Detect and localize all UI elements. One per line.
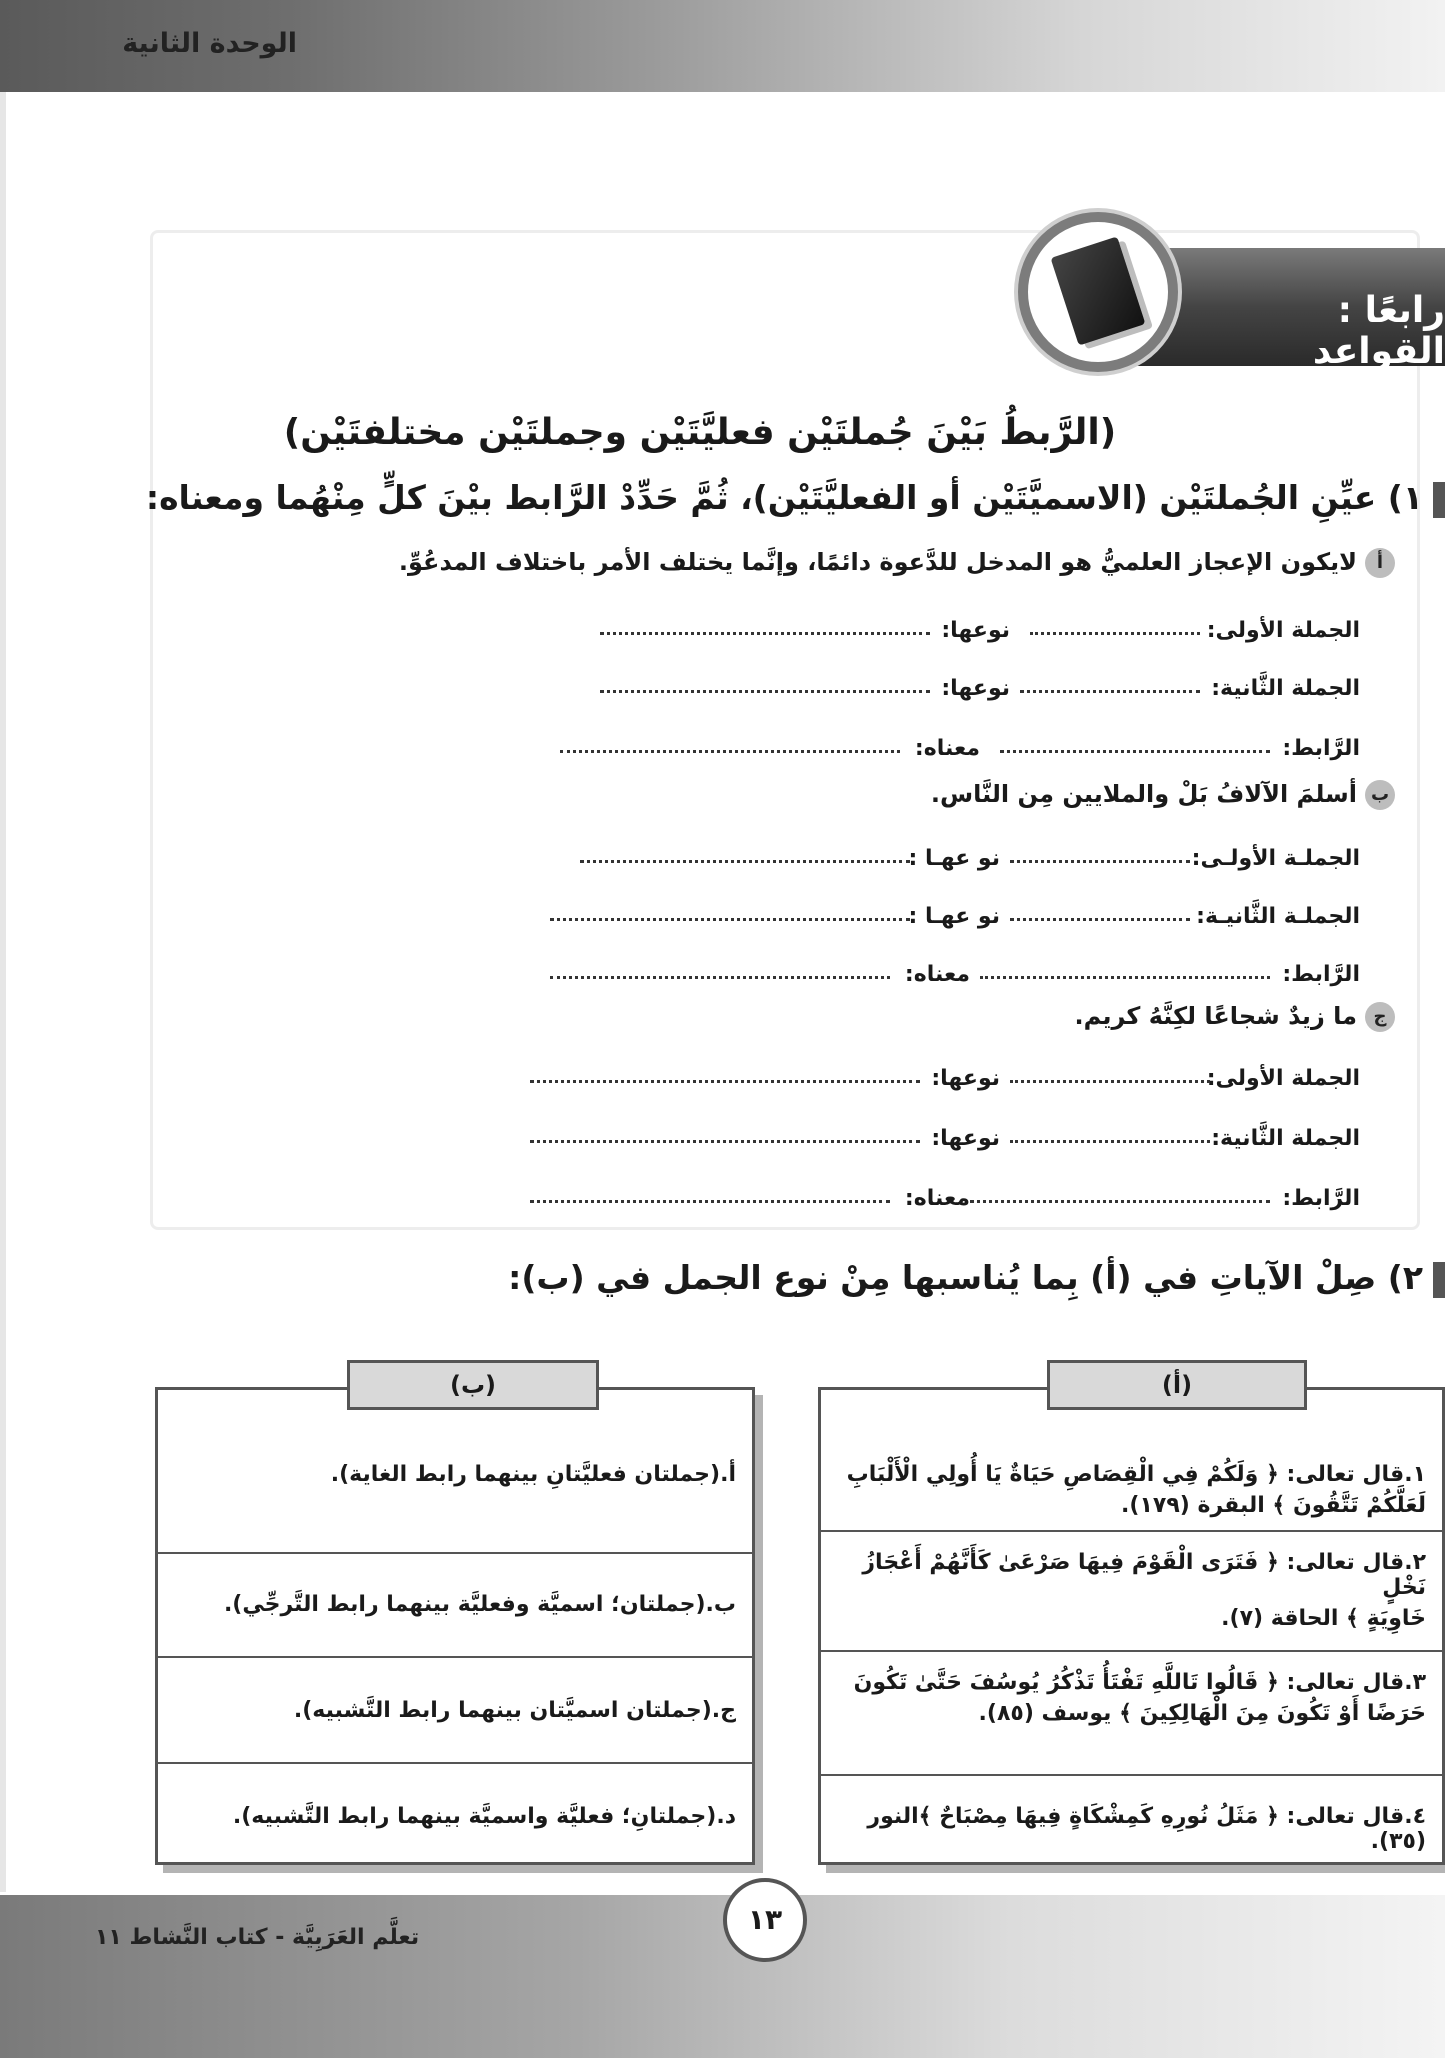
unit-label: الوحدة الثانية (122, 28, 297, 59)
badge-c: ج (1365, 1002, 1395, 1032)
link-label: الرَّابط: (1282, 962, 1360, 987)
sentence-b (931, 780, 1395, 810)
page-number: ١٣ (723, 1878, 807, 1962)
sentence-c-text: ما زيدٌ شجاعًا لكِنَّهُ كريم. (1074, 1002, 1357, 1030)
sentence-a (399, 548, 1395, 578)
answer-row (300, 1118, 1360, 1158)
sentence-c (1075, 1002, 1395, 1032)
second-sentence-blank[interactable] (1020, 690, 1200, 693)
verse-4-line-1: ٤.قال تعالى: ﴿ مَثَلُ نُورِهِ كَمِشْكَاةٍ فِيهَا مِصْبَاحٌ ﴾النور (٣٥). (867, 1804, 1426, 1854)
answer-row (300, 1178, 1360, 1218)
verse-1-line-1: ١.قال تعالى: ﴿ وَلَكُمْ فِي الْقِصَاصِ حَيَاةٌ يَا أُولِي الْأَلْبَابِ (846, 1462, 1426, 1487)
column-a-item (821, 1774, 1442, 1864)
verse-2-line-2: خَاوِيَةٍ ﴾ الحاقة (٧). (1221, 1606, 1426, 1631)
meaning-label: معناه: (904, 962, 970, 987)
question-2-label (5, 1258, 1445, 1298)
meaning-blank[interactable] (550, 976, 890, 979)
type-label: نو عهـا : (908, 846, 1000, 871)
second-sentence-blank[interactable] (1010, 918, 1190, 921)
meaning-blank[interactable] (530, 1200, 890, 1203)
column-a-item (821, 1390, 1442, 1530)
badge-a: أ (1365, 548, 1395, 578)
second-sentence-label: الجملـة الثَّانيـة: (1196, 904, 1360, 929)
second-sentence-label: الجملة الثَّانية: (1211, 1126, 1360, 1151)
first-sentence-label: الجملة الأولى: (1206, 618, 1360, 643)
question-1-text: ١) عيِّنِ الجُملتَيْن (الاسميَّتَيْن أو الفعليَّتَيْن)، ثُمَّ حَدِّدْ الرَّابط بيْنَ كلٍّ مِنْهُما ومعناه: (145, 478, 1423, 517)
first-sentence-blank[interactable] (1010, 860, 1190, 863)
question-1-label (5, 478, 1445, 518)
meaning-blank[interactable] (560, 750, 900, 753)
section-banner-title: رابعًا : القواعد (1312, 290, 1445, 372)
type-blank[interactable] (550, 918, 910, 921)
column-a-title: (أ) (1047, 1360, 1307, 1410)
sentence-b-text: أسلمَ الآلافُ بَلْ والملايين مِن النَّاس. (930, 780, 1357, 808)
link-label: الرَّابط: (1282, 736, 1360, 761)
first-sentence-label: الجملة الأولى: (1206, 1066, 1360, 1091)
answer-row (300, 668, 1360, 708)
question-marker (1433, 482, 1445, 518)
type-label: نوعها: (941, 676, 1010, 701)
verse-3-line-2: حَرَضًا أَوْ تَكُونَ مِنَ الْهَالِكِينَ ﴾ يوسف (٨٥). (978, 1701, 1426, 1726)
column-a-item (821, 1530, 1442, 1650)
type-label: نو عهـا : (908, 904, 1000, 929)
sentence-a-text: لايكون الإعجاز العلميُّ هو المدخل للدَّعوة دائمًا، وإنَّما يختلف الأمر باختلاف المدعُوِّ. (398, 548, 1357, 576)
answer-row (300, 728, 1360, 768)
second-sentence-blank[interactable] (1010, 1140, 1210, 1143)
column-b-item[interactable] (158, 1656, 752, 1762)
link-blank[interactable] (970, 1200, 1270, 1203)
answer-b-text: ب.(جملتان؛ اسميَّة وفعليَّة بينهما رابط التَّرجِّي). (223, 1592, 736, 1617)
type-blank[interactable] (600, 632, 930, 635)
lesson-heading: (الرَّبطُ بَيْنَ جُملتَيْن فعليَّتَيْن وجملتَيْن مختلفتَيْن) (283, 412, 1117, 453)
question-marker (1433, 1262, 1445, 1298)
column-b-title: (ب) (347, 1360, 599, 1410)
meaning-label: معناه: (904, 1186, 970, 1211)
first-sentence-blank[interactable] (1030, 632, 1200, 635)
link-blank[interactable] (1000, 750, 1270, 753)
badge-b: ب (1365, 780, 1395, 810)
link-label: الرَّابط: (1282, 1186, 1360, 1211)
type-blank[interactable] (580, 860, 910, 863)
link-blank[interactable] (980, 976, 1270, 979)
answer-d-text: د.(جملتانِ؛ فعليَّة واسميَّة بينهما رابط التَّشبيه). (232, 1804, 736, 1829)
column-a-box (818, 1387, 1445, 1865)
column-b-item[interactable] (158, 1762, 752, 1864)
type-blank[interactable] (600, 690, 930, 693)
question-2-text: ٢) صِلْ الآياتِ في (أ) بِما يُناسبها مِنْ نوع الجمل في (ب): (508, 1258, 1423, 1297)
answer-row (300, 896, 1360, 936)
second-sentence-label: الجملة الثَّانية: (1211, 676, 1360, 701)
type-label: نوعها: (931, 1126, 1000, 1151)
answer-row (300, 954, 1360, 994)
column-a-item (821, 1650, 1442, 1774)
book-title: تعلَّم العَرَبِيَّة - كتاب النَّشاط ١١ (95, 1925, 420, 1950)
answer-row (300, 1058, 1360, 1098)
column-b-item[interactable] (158, 1552, 752, 1656)
left-margin-rule (0, 92, 6, 1892)
answer-a-text: أ.(جملتان فعليَّتانِ بينهما رابط الغاية). (330, 1462, 736, 1487)
type-label: نوعها: (941, 618, 1010, 643)
verse-1-line-2: لَعَلَّكُمْ تَتَّقُونَ ﴾ البقرة (١٧٩). (1121, 1493, 1426, 1518)
type-label: نوعها: (931, 1066, 1000, 1091)
first-sentence-label: الجملـة الأولـى: (1191, 846, 1360, 871)
type-blank[interactable] (530, 1080, 920, 1083)
meaning-label: معناه: (914, 736, 980, 761)
column-b-box (155, 1387, 755, 1865)
type-blank[interactable] (530, 1140, 920, 1143)
column-b-item[interactable] (158, 1390, 752, 1552)
verse-2-line-1: ٢.قال تعالى: ﴿ فَتَرَى الْقَوْمَ فِيهَا صَرْعَىٰ كَأَنَّهُمْ أَعْجَازُ نَخْلٍ (862, 1550, 1426, 1600)
verse-3-line-1: ٣.قال تعالى: ﴿ قَالُوا تَاللَّهِ تَفْتَأُ تَذْكُرُ يُوسُفَ حَتَّىٰ تَكُونَ (853, 1670, 1426, 1695)
answer-c-text: ج.(جملتان اسميَّتان بينهما رابط التَّشبيه). (293, 1698, 736, 1723)
first-sentence-blank[interactable] (1010, 1080, 1210, 1083)
answer-row (300, 610, 1360, 650)
answer-row (300, 838, 1360, 878)
